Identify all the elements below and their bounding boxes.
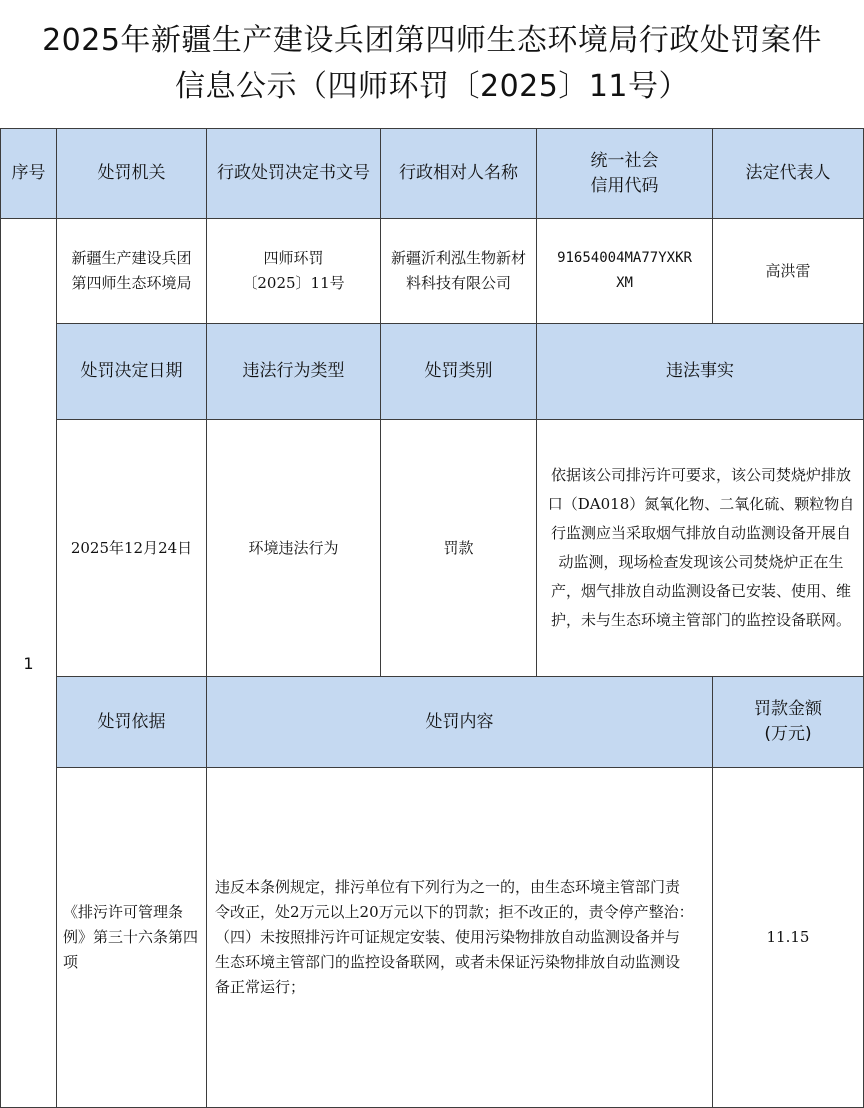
header-decision-no-label: 行政处罚决定书文号: [217, 163, 370, 183]
record-legal-rep-value: 高洪雷: [765, 261, 811, 280]
title-line-1: 2025年新疆生产建设兵团第四师生态环境局行政处罚案件: [42, 23, 822, 58]
header-seq: [0, 128, 57, 219]
header-penalty-content-label: 处罚内容: [425, 711, 494, 732]
record-violation-type: [206, 419, 381, 677]
record-decision-no-line-1: 四师环罚: [263, 249, 324, 267]
header-violation-facts-label: 违法事实: [666, 361, 734, 381]
header-fine-amount-line-2: (万元): [764, 724, 812, 744]
record-penalty-content-value: 违反本条例规定，排污单位有下列行为之一的，由生态环境主管部门责令改正，处2万元以上20万元以下的罚款；拒不改正的，责令停产整治：（四）未按照排污许可证规定安装、使用污染物排放自动监测设备并与生态环境主管部门的监控设备联网，或者未保证污染物排放自动监测设备正常运行；: [215, 878, 694, 996]
header-violation-type: [206, 323, 381, 420]
header-penalty-basis: [56, 676, 207, 768]
record-legal-rep: [712, 218, 864, 324]
header-authority: [56, 128, 207, 219]
header-party-name: [380, 128, 537, 219]
header-credit-code-line-1: 统一社会: [590, 150, 659, 171]
record-seq-value: 1: [23, 653, 34, 673]
header-violation-type-label: 违法行为类型: [242, 361, 345, 381]
header-party-name-label: 行政相对人名称: [399, 163, 518, 183]
record-decision-date: [56, 419, 207, 677]
record-penalty-category-value: 罚款: [443, 538, 474, 557]
record-penalty-basis-value: 《排污许可管理条例》第三十六条第四项: [63, 903, 199, 971]
record-authority: [56, 218, 207, 324]
record-party-name-value: 新疆沂利泓生物新材料科技有限公司: [390, 249, 526, 292]
record-decision-date-value: 2025年12月24日: [70, 538, 193, 557]
record-penalty-category: [380, 419, 537, 677]
record-fine-amount-value: 11.15: [766, 928, 810, 946]
header-decision-no: [206, 128, 381, 219]
page-title: [0, 0, 864, 128]
record-credit-code: [536, 218, 713, 324]
header-decision-date-label: 处罚决定日期: [80, 361, 183, 381]
header-authority-label: 处罚机关: [97, 163, 166, 183]
header-penalty-basis-label: 处罚依据: [97, 711, 166, 732]
record-penalty-basis: [56, 767, 207, 1108]
header-fine-amount-line-1: 罚款金额: [754, 699, 822, 719]
record-violation-facts-value: 依据该公司排污许可要求，该公司焚烧炉排放口（DA018）氮氧化物、二氧化硫、颗粒物自行监测应当采取烟气排放自动监测设备开展自动监测，现场检查发现该公司焚烧炉正在生产，烟气排放自动监测设备已安装、使用、维护，未与生态环境主管部门的监控设备联网。: [547, 466, 855, 629]
record-violation-type-value: 环境违法行为: [248, 538, 339, 557]
record-decision-no: [206, 218, 381, 324]
record-seq: [0, 218, 57, 1108]
header-seq-label: 序号: [11, 163, 46, 183]
header-fine-amount: [712, 676, 864, 768]
record-penalty-content: [206, 767, 713, 1108]
header-legal-rep-label: 法定代表人: [745, 163, 831, 183]
record-fine-amount: [712, 767, 864, 1108]
record-decision-no-line-2: 〔2025〕11号: [242, 274, 345, 292]
header-penalty-content: [206, 676, 713, 768]
record-party-name: [380, 218, 537, 324]
header-decision-date: [56, 323, 207, 420]
header-violation-facts: [536, 323, 864, 420]
record-credit-code-line-2: XM: [616, 275, 633, 291]
record-authority-value: 新疆生产建设兵团第四师生态环境局: [71, 249, 192, 292]
header-penalty-category-label: 处罚类别: [424, 361, 493, 381]
title-line-2: 信息公示（四师环罚〔2025〕11号）: [174, 69, 690, 104]
header-credit-code-line-2: 信用代码: [590, 175, 659, 196]
record-violation-facts: [536, 419, 864, 677]
header-legal-rep: [712, 128, 864, 219]
record-credit-code-line-1: 91654004MA77YXKR: [557, 250, 692, 266]
header-credit-code: [536, 128, 713, 219]
header-penalty-category: [380, 323, 537, 420]
